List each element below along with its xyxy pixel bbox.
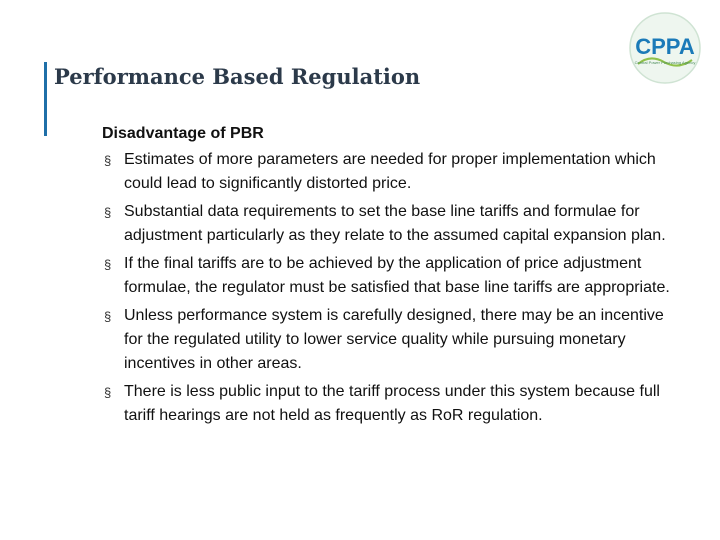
bullet-icon: § bbox=[104, 153, 112, 168]
bullet-text: If the final tariffs are to be achieved by the application of price adjustment formulae, the regulator must be satisfied that base line tariffs are appropriate. bbox=[124, 255, 670, 296]
bullet-icon: § bbox=[104, 309, 112, 324]
logo-subtext: Central Power Purchasing Agency bbox=[634, 60, 696, 65]
bullet-icon: § bbox=[104, 205, 112, 220]
list-item bbox=[102, 380, 682, 428]
bullet-text: Unless performance system is carefully designed, there may be an incentive for the regulated utility to lower service quality while pursuing monetary incentives in other areas. bbox=[124, 307, 664, 372]
slide-title: Performance Based Regulation bbox=[54, 64, 421, 89]
list-item bbox=[102, 304, 682, 376]
bullet-icon: § bbox=[104, 257, 112, 272]
list-item bbox=[102, 252, 682, 300]
list-item bbox=[102, 148, 682, 196]
slide-content bbox=[102, 122, 682, 432]
bullet-text: Estimates of more parameters are needed for proper implementation which could lead to significantly distorted price. bbox=[124, 151, 656, 192]
bullet-text: Substantial data requirements to set the base line tariffs and formulae for adjustment particularly as they relate to the assumed capital expansion plan. bbox=[124, 203, 666, 244]
list-item bbox=[102, 200, 682, 248]
bullet-icon: § bbox=[104, 385, 112, 400]
bullet-list bbox=[102, 148, 682, 428]
title-accent-bar bbox=[44, 62, 47, 136]
bullet-text: There is less public input to the tariff process under this system because full tariff hearings are not held as frequently as RoR regulation. bbox=[124, 383, 660, 424]
logo-text: CPPA bbox=[635, 34, 695, 59]
section-heading: Disadvantage of PBR bbox=[102, 125, 264, 142]
cppa-logo bbox=[624, 10, 706, 86]
